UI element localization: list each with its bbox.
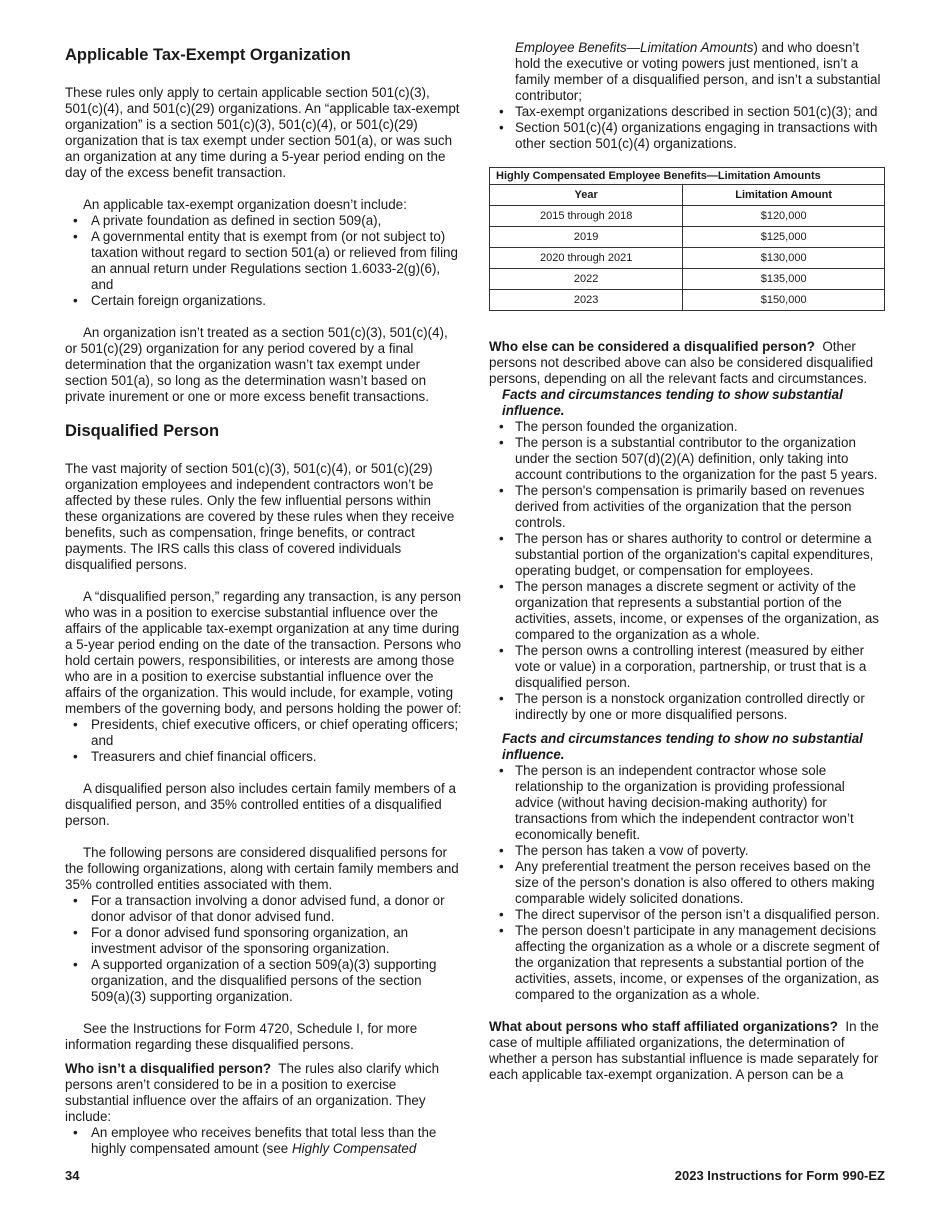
subheading-no-substantial-influence: Facts and circumstances tending to show no substantial influence. <box>502 731 863 762</box>
table-cell-amount: $150,000 <box>683 290 885 311</box>
question-text: Other persons not described above can also be considered disqualified persons, depending on all the relevant facts and circumstances. <box>489 339 874 386</box>
table-cell-year: 2020 through 2021 <box>490 248 683 269</box>
paragraph: A disqualified person also includes certain family members of a disqualified person, and 35% controlled entities of a disqualified person. <box>65 781 456 828</box>
question-lead: Who isn’t a disqualified person? <box>65 1061 272 1076</box>
list-item: • A private foundation as defined in section 509(a), <box>65 213 463 229</box>
table-row <box>490 269 885 290</box>
table-cell-year: 2019 <box>490 227 683 248</box>
table-caption: Highly Compensated Employee Benefits—Limitation Amounts <box>490 168 885 185</box>
list-item-continued <box>489 40 887 104</box>
list-item: • A supported organization of a section 509(a)(3) supporting organization, and the disqualified persons of the section 509(a)(3) supporting organization. <box>65 957 463 1005</box>
subheading-substantial-influence: Facts and circumstances tending to show substantial influence. <box>502 387 843 418</box>
table-row <box>490 206 885 227</box>
no-substantial-influence-list <box>489 763 887 1003</box>
limitation-amounts-table <box>489 167 885 311</box>
table-row <box>490 290 885 311</box>
not-disqualified-list <box>65 1125 463 1157</box>
list-item: • The person owns a controlling interest (measured by either vote or value) in a corporation, partnership, or trust that is a disqualified person. <box>489 643 887 691</box>
footer-title: 2023 Instructions for Form 990-EZ <box>674 1168 885 1183</box>
list-item-italic: Highly Compensated <box>291 1141 417 1156</box>
question-lead: Who else can be considered a disqualified person? <box>489 339 815 354</box>
paragraph-who-isnt <box>65 1061 463 1125</box>
list-item-text: An employee who receives benefits that total less than the highly compensated amount (see <box>91 1125 437 1156</box>
table-cell-amount: $130,000 <box>683 248 885 269</box>
right-column <box>489 40 887 1099</box>
list-item: • Any preferential treatment the person receives based on the size of the person's donation is also offered to others making comparable widely solicited donations. <box>489 859 887 907</box>
table-row <box>490 227 885 248</box>
exclusion-list <box>65 213 463 309</box>
question-text: The rules also clarify which persons aren’t considered to be in a position to exercise substantial influence over the affairs of an organization. They include: <box>65 1061 440 1124</box>
list-item <box>65 1125 463 1157</box>
list-item: • The person is an independent contractor whose sole relationship to the organization is providing professional advice (without having decision-making authority) for transactions from which the independent contractor won’t economically benefit. <box>489 763 887 843</box>
list-item-italic: Employee Benefits—Limitation Amounts <box>515 40 754 55</box>
heading-disqualified-person: Disqualified Person <box>65 422 220 440</box>
paragraph-who-else <box>489 339 887 387</box>
table-header-amount: Limitation Amount <box>683 185 885 206</box>
table-cell-year: 2022 <box>490 269 683 290</box>
list-item: • Treasurers and chief financial officers. <box>65 749 463 765</box>
substantial-influence-list <box>489 419 887 723</box>
paragraph: The following persons are considered disqualified persons for the following organizations, along with certain family members and 35% controlled entities associated with them. <box>65 845 459 892</box>
list-item: • The person's compensation is primarily based on revenues derived from activities of the organization that the person controls. <box>489 483 887 531</box>
list-item: • Presidents, chief executive officers, or chief operating officers; and <box>65 717 463 749</box>
table-cell-year: 2015 through 2018 <box>490 206 683 227</box>
list-item: • The person doesn’t participate in any management decisions affecting the organization as a whole or a discrete segment of the organization that represents a substantial portion of the activities, assets, income, or expenses of the organization, as compared to the organization as a whole. <box>489 923 887 1003</box>
list-item: • A governmental entity that is exempt from (or not subject to) taxation without regard to section 501(a) or relieved from filing an annual return under Regulations section 1.6033-2(g)(6), and <box>65 229 463 293</box>
disqualified-for-list <box>65 893 463 1005</box>
list-item: • Tax-exempt organizations described in section 501(c)(3); and <box>489 104 887 120</box>
list-item: • The person has taken a vow of poverty. <box>489 843 887 859</box>
paragraph: The vast majority of section 501(c)(3), 501(c)(4), or 501(c)(29) organization employees and independent contractors won’t be affected by these rules. Only the few influential persons within these organizations are covered by these rules when they receive benefits, such as compensation, fringe benefits, or contract payments. The IRS calls this class of covered individuals disqualified persons. <box>65 461 455 572</box>
list-item: • The person manages a discrete segment or activity of the organization that represents a substantial portion of the activities, assets, income, or expenses of the organization, as compared to the organization as a whole. <box>489 579 887 643</box>
list-item: • Section 501(c)(4) organizations engaging in transactions with other section 501(c)(4) organizations. <box>489 120 887 152</box>
paragraph-affiliated-orgs <box>489 1019 887 1083</box>
table-cell-amount: $120,000 <box>683 206 885 227</box>
powers-list <box>65 717 463 765</box>
question-text: In the case of multiple affiliated organizations, the determination of whether a person has substantial influence is made separately for each applicable tax-exempt organization. A person can be a <box>489 1019 879 1082</box>
page-number: 34 <box>65 1168 80 1183</box>
list-item: • The person has or shares authority to control or determine a substantial portion of the organization's capital expenditures, operating budget, or compensation for employees. <box>489 531 887 579</box>
list-item: • For a transaction involving a donor advised fund, a donor or donor advisor of that donor advised fund. <box>65 893 463 925</box>
table-cell-amount: $135,000 <box>683 269 885 290</box>
table-cell-year: 2023 <box>490 290 683 311</box>
paragraph: See the Instructions for Form 4720, Schedule I, for more information regarding these disqualified persons. <box>65 1021 418 1052</box>
left-column <box>65 40 463 1173</box>
list-item: • The direct supervisor of the person isn’t a disqualified person. <box>489 907 887 923</box>
list-item: • Certain foreign organizations. <box>65 293 463 309</box>
table-row <box>490 248 885 269</box>
table-cell-amount: $125,000 <box>683 227 885 248</box>
paragraph: These rules only apply to certain applicable section 501(c)(3), 501(c)(4), and 501(c)(29) organizations. An “applicable tax-exempt organization” is a section 501(c)(3), 501(c)(4), or 501(c)(29) organization that is tax exempt under section 501(a), or was such an organization at any time during a 5-year period ending on the day of the excess benefit transaction. <box>65 85 460 180</box>
heading-applicable-org: Applicable Tax-Exempt Organization <box>65 46 351 64</box>
list-item: • For a donor advised fund sponsoring organization, an investment advisor of the sponsoring organization. <box>65 925 463 957</box>
table-header-year: Year <box>490 185 683 206</box>
list-item: • The person is a substantial contributor to the organization under the section 507(d)(2)(A) definition, only taking into account contributions to the organization for the past 5 years. <box>489 435 887 483</box>
list-item: • The person is a nonstock organization controlled directly or indirectly by one or more disqualified persons. <box>489 691 887 723</box>
question-lead: What about persons who staff affiliated organizations? <box>489 1019 838 1034</box>
list-item: • The person founded the organization. <box>489 419 887 435</box>
paragraph: An applicable tax-exempt organization doesn’t include: <box>83 197 407 212</box>
not-disqualified-list-more <box>489 104 887 152</box>
not-disqualified-list-continued <box>489 40 887 104</box>
paragraph: A “disqualified person,” regarding any transaction, is any person who was in a position to exercise substantial influence over the affairs of the applicable tax-exempt organization at any time during a 5-year period ending on the date of the transaction. Persons who hold certain powers, responsibilities, or interests are among those who are in a position to exercise substantial influence over the affairs of the organization. This would include, for example, voting members of the governing body, and persons holding the power of: <box>65 589 462 716</box>
paragraph: An organization isn’t treated as a section 501(c)(3), 501(c)(4), or 501(c)(29) organization for any period covered by a final determination that the organization wasn’t tax exempt under section 501(a), so long as the determination wasn’t based on private inurement or one or more excess benefit transactions. <box>65 325 448 404</box>
list-item-text: ) and who doesn’t hold the executive or voting powers just mentioned, isn’t a family member of a disqualified person, and isn’t a substantial contributor; <box>515 40 881 103</box>
